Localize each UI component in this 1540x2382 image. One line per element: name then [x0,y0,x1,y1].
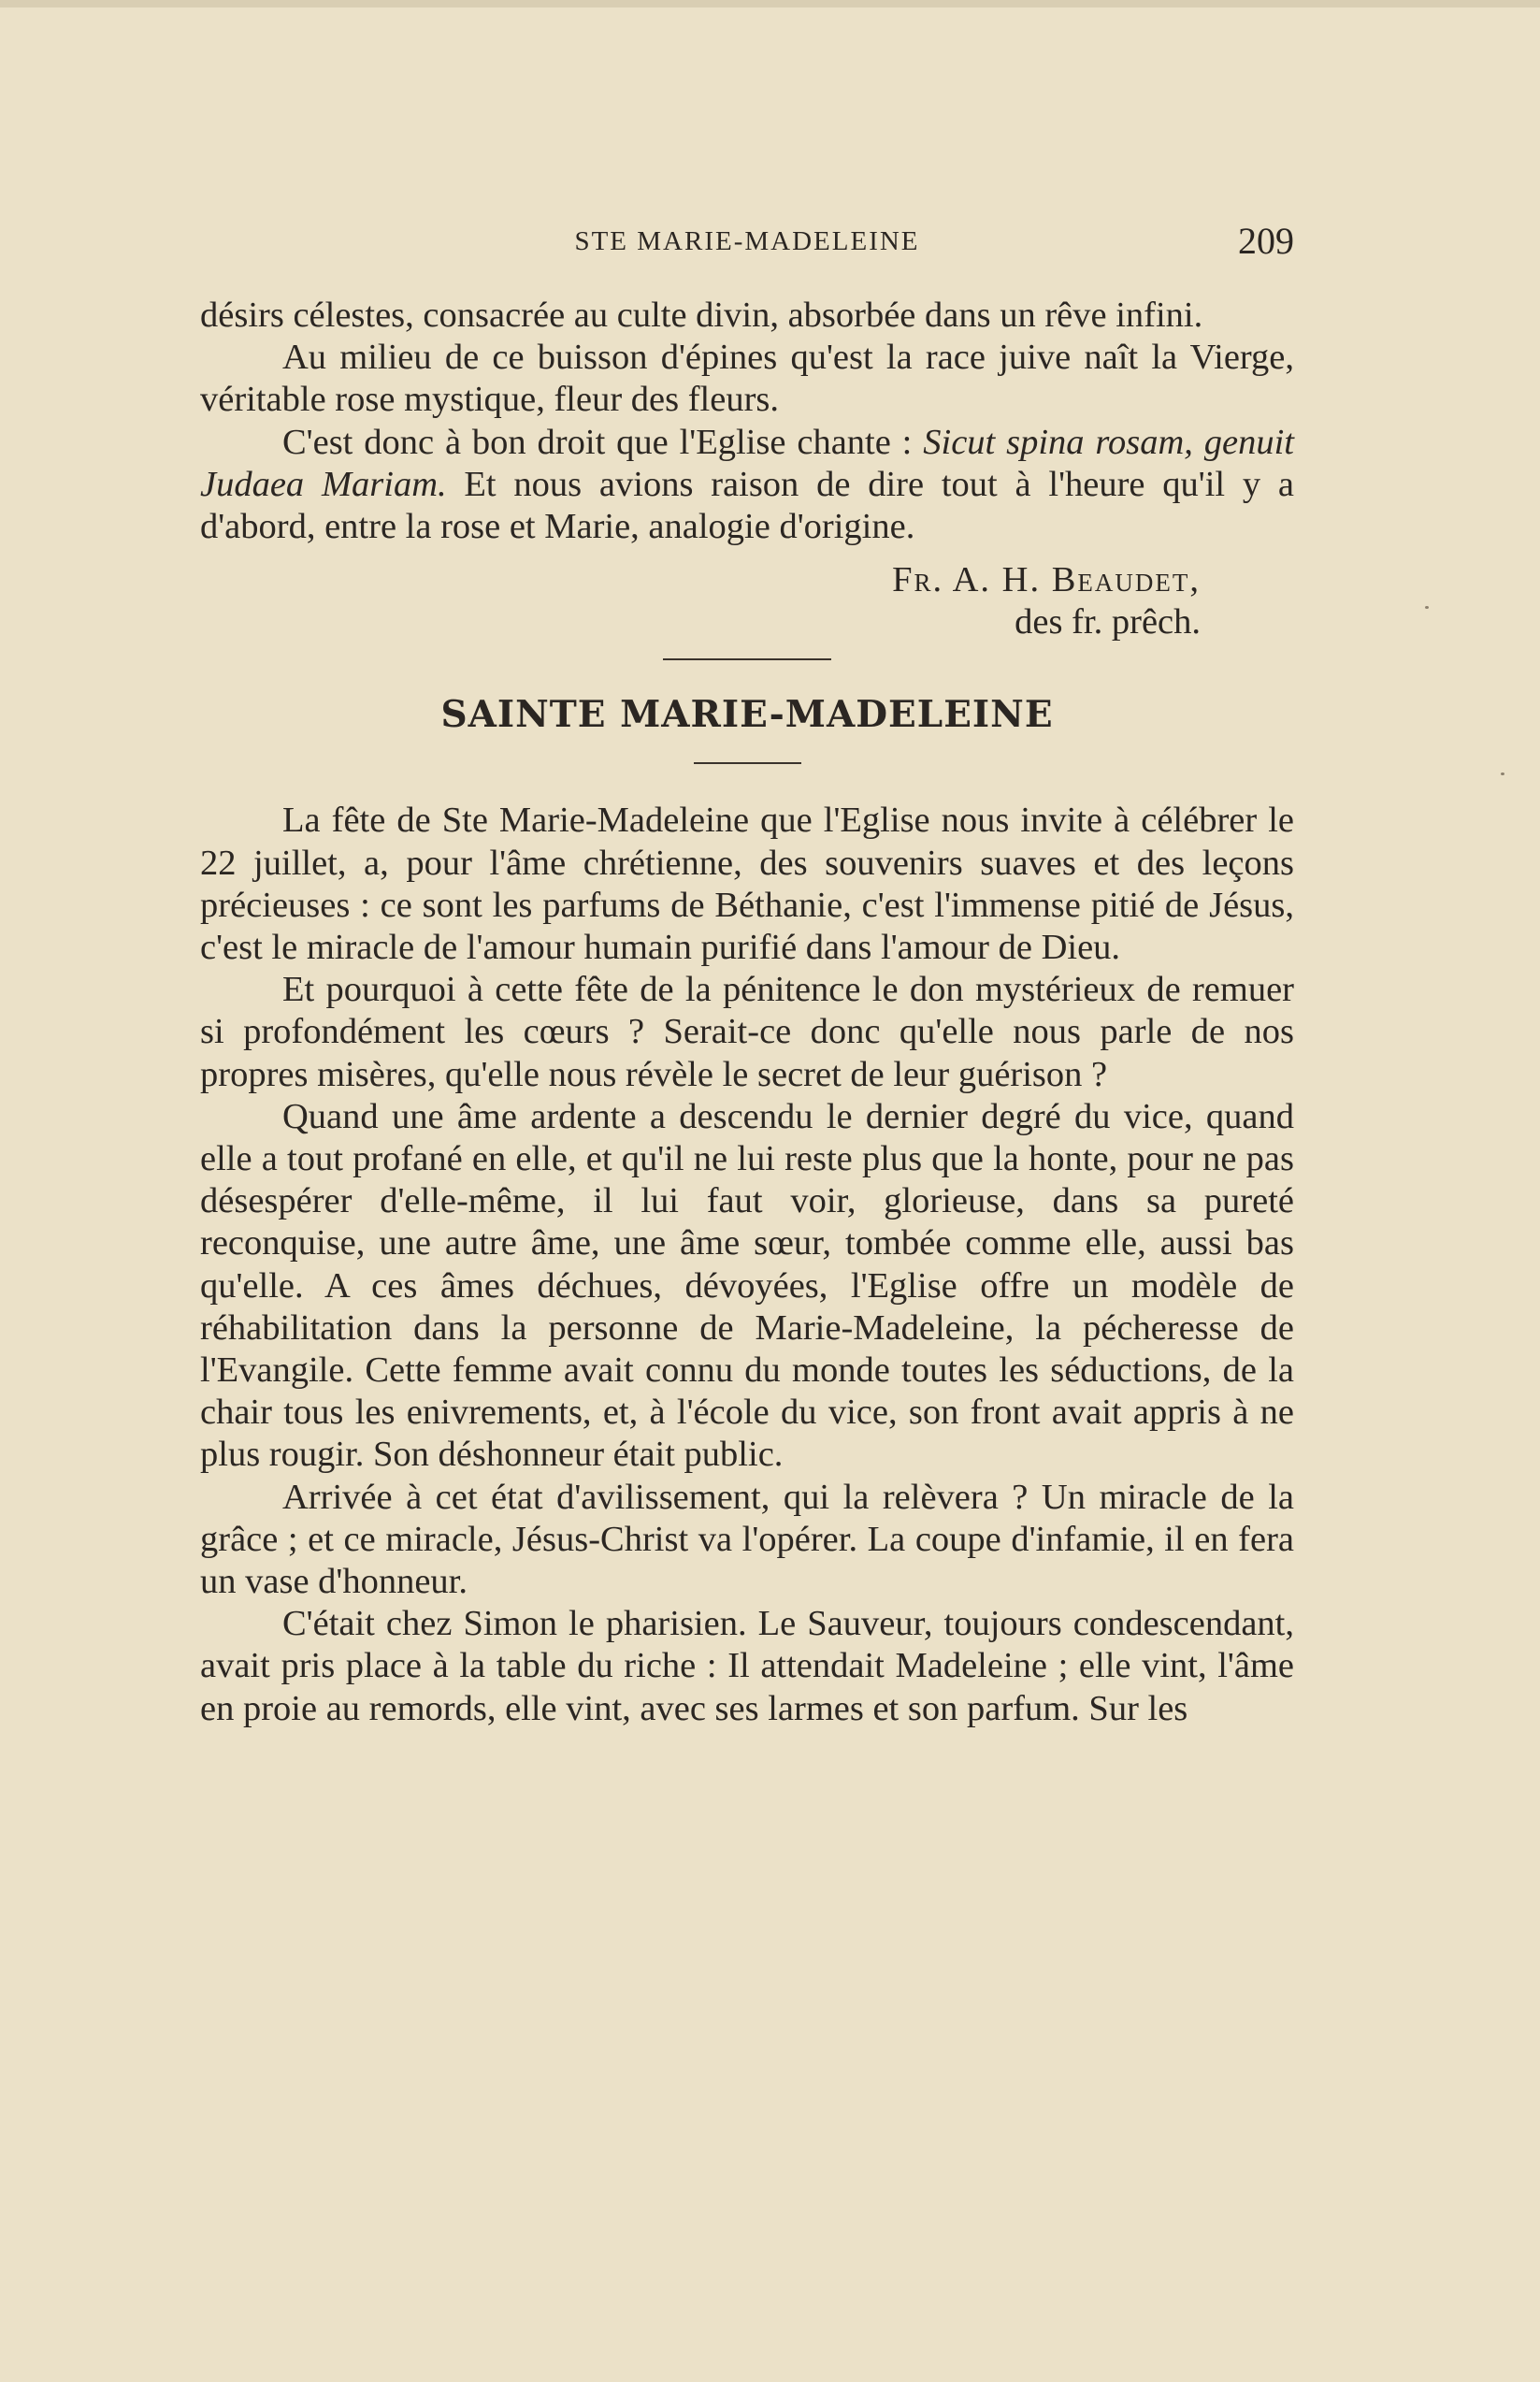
paragraph: C'était chez Simon le pharisien. Le Sauveur, toujours condescendant, avait pris place à la table du riche : Il attendait Madeleine ; elle vint, l'âme en proie au remords, elle vint, avec ses larmes et son parfum. Sur les [200,1604,1294,1728]
paper-speck [1501,772,1504,775]
signature [200,559,1294,643]
author-title: des fr. prêch. [1015,602,1201,642]
paragraph [200,422,1294,549]
title-underline [694,762,801,764]
running-head [200,219,1294,275]
page-top-edge [0,0,1540,7]
paragraph: Quand une âme ardente a descendu le dernier degré du vice, quand elle a tout profané en elle, et qu'il ne lui reste plus que la honte, pour ne pas désespérer d'elle-même, il lui faut voir, glorieuse, dans sa pureté reconquise, une autre âme, une âme sœur, tombée comme elle, aussi bas qu'elle. A ces âmes déchues, dévoyées, l'Eglise offre un modèle de réhabilitation dans la personne de Marie-Madeleine, la pécheresse de l'Evangile. Cette femme avait connu du monde toutes les séductions, de la chair tous les enivrements, et, à l'école du vice, son front avait appris à ne plus rougir. Son déshonneur était public. [200,1096,1294,1475]
section-divider [663,658,831,660]
page-number: 209 [1238,220,1294,262]
paragraph-text: Et nous avions raison de dire tout à l'heure qu'il y a d'abord, entre la rose et Marie, analogie d'origine. [200,464,1294,547]
author-name: Fr. A. H. Beaudet, [892,560,1201,600]
latin-quote: Sicut spina rosam, genuit Judaea Mariam. [200,422,1294,504]
running-title: STE MARIE-MADELEINE [574,226,920,256]
paragraph: Au milieu de ce buisson d'épines qu'est la race juive naît la Vierge, véritable rose mystique, fleur des fleurs. [200,338,1294,420]
paragraph: La fête de Ste Marie-Madeleine que l'Eglise nous invite à célébrer le 22 juillet, a, pour l'âme chrétienne, des souvenirs suaves et des leçons précieuses : ce sont les parfums de Béthanie, c'est l'immense pitié de Jésus, c'est le miracle de l'amour humain purifié dans l'amour de Dieu. [200,801,1294,968]
paper-speck [1425,606,1429,609]
paragraph: Et pourquoi à cette fête de la pénitence le don mystérieux de remuer si profondément les cœurs ? Serait-ce donc qu'elle nous parle de nos propres misères, qu'elle nous révèle le secret de leur guérison ? [200,970,1294,1094]
paragraph-text: C'est donc à bon droit que l'Eglise chante : [282,422,924,462]
paragraph: désirs célestes, consacrée au culte divin, absorbée dans un rêve infini. [200,296,1203,335]
page-body [200,295,1294,1730]
paragraph: Arrivée à cet état d'avilissement, qui la relèvera ? Un miracle de la grâce ; et ce miracle, Jésus-Christ va l'opérer. La coupe d'infamie, il en fera un vase d'honneur. [200,1477,1294,1602]
section-title: SAINTE MARIE-MADELEINE [440,693,1054,737]
